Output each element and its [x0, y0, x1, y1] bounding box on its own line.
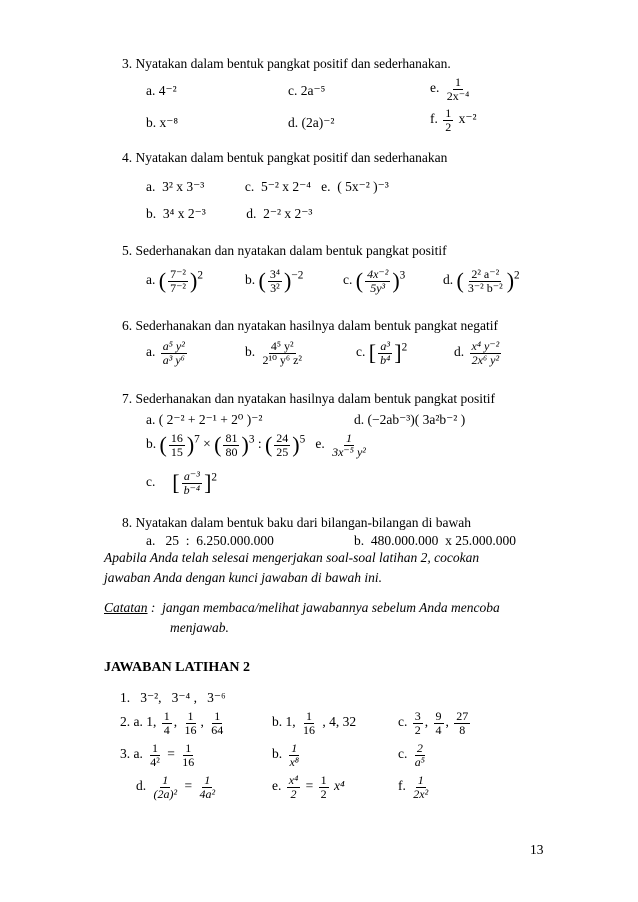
q6-d-fraction	[470, 340, 502, 366]
q7-b1-paren-open: (	[159, 432, 167, 458]
q3-a: a. 4⁻²	[146, 83, 177, 98]
answer-3c-pre: c.	[398, 746, 408, 762]
answer-3e	[272, 774, 345, 800]
answer-3d-frac2-num: 1	[204, 773, 211, 787]
q7-b3-exp: 5	[299, 433, 306, 446]
answer-3c-frac	[413, 742, 427, 768]
q5-c-paren-open: (	[355, 268, 364, 294]
q5-a-fraction	[168, 268, 188, 294]
answer-2b-frac-den: 16	[303, 722, 315, 737]
answer-3a-frac2-den: 16	[182, 754, 195, 769]
q7-b-times: ×	[203, 436, 211, 452]
q5-c-exp: 3	[399, 269, 406, 282]
answer-3a-frac1-num: 1	[152, 741, 159, 755]
page-number: 13	[530, 842, 544, 857]
q5-b-fraction	[268, 268, 282, 294]
q3-f	[430, 107, 477, 133]
answer-3c	[398, 742, 429, 768]
q5-a-label: a.	[146, 272, 156, 288]
q7-e-fraction	[330, 432, 368, 458]
q7-e-den: 3x⁻⁵ y²	[332, 444, 366, 459]
answer-2b-frac-num: 1	[306, 709, 312, 723]
q5-d	[443, 268, 520, 294]
answer-3e-post: x⁴	[334, 778, 345, 794]
q7-b2-den: 80	[225, 444, 238, 459]
q3-e-den: 2x⁻⁴	[446, 88, 470, 103]
q7-b3-num: 24	[276, 431, 289, 445]
q5-c-fraction	[365, 268, 390, 294]
answer-3c-frac-num: 2	[416, 741, 423, 755]
q7-b-label: b.	[146, 436, 157, 452]
q4-row1: a. 3² x 3⁻³ c. 5⁻² x 2⁻⁴ e. ( 5x⁻² )⁻³	[146, 179, 389, 194]
answer-2c-frac3-num: 27	[456, 709, 469, 723]
q6-b-label: b.	[245, 344, 256, 360]
q7-b1-den: 15	[170, 444, 183, 459]
q3-title: 3. Nyatakan dalam bentuk pangkat positif dan sederhanakan.	[122, 56, 451, 71]
q7-e-label: e.	[315, 436, 325, 452]
answer-2a-frac1-den: 4	[163, 722, 170, 737]
answer-3d-pre: d.	[136, 778, 147, 794]
q5-a	[146, 268, 203, 294]
q5-b	[245, 268, 303, 294]
answer-2a-pre: 2. a. 1,	[120, 714, 157, 730]
answer-2a	[120, 710, 227, 736]
answer-2c-frac1	[413, 710, 423, 736]
catatan-line-1	[104, 600, 500, 616]
answer-2c-frac1-num: 3	[414, 709, 421, 723]
answer-2a-comma-2: ,	[200, 714, 204, 730]
answer-3e-pre: e.	[272, 778, 282, 794]
q8-title: 8. Nyatakan dalam bentuk baku dari bilangan-bilangan di bawah	[122, 515, 472, 530]
answer-2c	[398, 710, 472, 736]
q7-b2-num: 81	[225, 431, 238, 445]
q5-a-num: 7⁻²	[170, 267, 187, 281]
q3-e	[430, 76, 473, 102]
answer-3a-pre: 3. a.	[120, 746, 143, 762]
q6-c-den: b⁴	[380, 352, 391, 367]
answer-2a-frac3-den: 64	[211, 722, 224, 737]
answer-2c-frac2-den: 4	[435, 722, 442, 737]
answer-2a-frac3	[209, 710, 225, 736]
q7-b2-paren-open: (	[214, 432, 222, 458]
q6-c-num: a³	[380, 339, 390, 353]
q7-c	[146, 470, 217, 496]
q3-e-fraction	[445, 76, 472, 102]
answer-2c-pre: c.	[398, 714, 408, 730]
q5-d-paren-open: (	[456, 268, 464, 294]
answer-3b-frac-den: x⁸	[289, 754, 299, 769]
answer-3d-frac1	[152, 774, 180, 800]
answer-3f	[398, 774, 432, 800]
q6-c-bracket-close: ]	[394, 340, 402, 366]
note-line-1: Apabila Anda telah selesai mengerjakan soal-soal latihan 2, cocokan	[104, 550, 480, 565]
q5-d-paren-close: )	[506, 268, 515, 294]
catatan-label: Catatan	[104, 600, 148, 615]
q3-d: d. (2a)⁻²	[288, 115, 335, 130]
answer-3a-frac2	[180, 742, 196, 768]
answer-3e-frac2	[319, 774, 329, 800]
answer-2a-frac1	[162, 710, 172, 736]
answer-2a-frac2-num: 1	[187, 709, 194, 723]
q3-e-label: e.	[430, 80, 440, 96]
q7-b3-paren-close: )	[292, 432, 300, 458]
answer-3d-equals: =	[184, 778, 193, 794]
answer-3b	[272, 742, 303, 768]
q7-c-bracket-open: [	[172, 470, 180, 496]
q5-c-den: 5y³	[370, 280, 386, 295]
answer-2a-frac3-num: 1	[214, 709, 221, 723]
answer-3f-frac	[411, 774, 430, 800]
q5-title: 5. Sederhanakan dan nyatakan dalam bentuk pangkat positif	[122, 243, 447, 258]
q5-b-label: b.	[245, 272, 256, 288]
q5-b-paren-open: (	[258, 268, 266, 294]
answer-3a-equals: =	[167, 746, 175, 762]
q5-a-paren-close: )	[190, 268, 198, 294]
answer-3b-frac-num: 1	[291, 741, 298, 755]
q7-title: 7. Sederhanakan dan nyatakan hasilnya dalam bentuk pangkat positif	[122, 391, 496, 406]
q5-c	[343, 268, 405, 294]
answer-3f-frac-num: 1	[417, 773, 424, 787]
answer-2a-comma-1: ,	[173, 714, 178, 730]
q3-f-den: 2	[445, 119, 452, 134]
answer-2c-frac1-den: 2	[414, 722, 421, 737]
answer-3d-frac1-den: (2a)²	[153, 786, 178, 801]
answer-3d	[136, 774, 219, 800]
answer-2c-frac3-den: 8	[459, 722, 466, 737]
q6-b-den: 2¹⁰ y⁶ z²	[262, 352, 303, 367]
q3-b: b. x⁻⁸	[146, 115, 179, 130]
answer-2b-pre: b. 1,	[272, 714, 296, 730]
q5-a-den: 7⁻²	[170, 280, 187, 295]
q7-c-num: a⁻³	[183, 469, 200, 483]
q6-a-label: a.	[146, 344, 156, 360]
q6-a-num: a⁵ y²	[162, 339, 185, 353]
answers-heading: JAWABAN LATIHAN 2	[104, 660, 250, 675]
answer-2b-post: , 4, 32	[322, 714, 357, 730]
q3-e-num: 1	[455, 75, 462, 89]
q4-row2: b. 3⁴ x 2⁻³ d. 2⁻² x 2⁻³	[146, 206, 313, 221]
q5-d-num: 2² a⁻²	[471, 267, 500, 281]
answer-3d-frac1-num: 1	[162, 773, 169, 787]
q7-d: d. (−2ab⁻³)( 3a²b⁻² )	[354, 412, 466, 427]
answer-3e-frac1	[287, 774, 301, 800]
catatan-line-2: menjawab.	[170, 620, 229, 635]
q7-b1-num: 16	[170, 431, 183, 445]
q5-d-den: 3⁻² b⁻²	[467, 280, 503, 295]
q6-d-num: x⁴ y⁻²	[471, 339, 500, 353]
answer-3c-frac-den: a⁵	[414, 754, 425, 769]
q5-d-exp: 2	[514, 269, 520, 282]
answer-3f-pre: f.	[398, 778, 406, 794]
q6-d-den: 2x⁶ y²	[471, 352, 500, 367]
q8-a: a. 25 : 6.250.000.000	[146, 533, 274, 548]
answer-3e-frac2-num: 1	[320, 773, 327, 787]
answer-2b-frac	[301, 710, 317, 736]
q5-b-exp: −2	[291, 269, 304, 282]
answer-2c-frac2	[434, 710, 444, 736]
q3-f-tail: x⁻²	[458, 111, 477, 127]
answer-3b-frac	[288, 742, 302, 768]
answer-3a-frac2-num: 1	[185, 741, 192, 755]
q3-f-num: 1	[445, 106, 452, 120]
q7-b2-paren-close: )	[241, 432, 249, 458]
q7-b2-fraction	[223, 432, 239, 458]
answer-3d-frac2	[197, 774, 217, 800]
q5-b-num: 3⁴	[269, 267, 281, 281]
answer-2a-frac2-den: 16	[184, 722, 197, 737]
q7-e-num: 1	[345, 431, 352, 445]
q4-title: 4. Nyatakan dalam bentuk pangkat positif dan sederhanakan	[122, 150, 448, 165]
q5-a-exp: 2	[197, 269, 203, 282]
answer-line-1: 1. 3⁻², 3⁻⁴ , 3⁻⁶	[120, 690, 226, 705]
q7-b1-fraction	[169, 432, 185, 458]
note-line-2: jawaban Anda dengan kunci jawaban di bawah ini.	[104, 570, 382, 585]
q7-b2-exp: 3	[248, 433, 255, 446]
answer-2c-frac2-num: 9	[435, 709, 442, 723]
q6-title: 6. Sederhanakan dan nyatakan hasilnya dalam bentuk pangkat negatif	[122, 318, 498, 333]
q7-c-label: c.	[146, 474, 156, 490]
q6-b-num: 4⁵ y²	[270, 339, 294, 353]
q7-c-bracket-close: ]	[204, 470, 212, 496]
q8-b: b. 480.000.000 x 25.000.000	[354, 533, 516, 548]
catatan-text-1: : jangan membaca/melihat jawabannya sebelum Anda mencoba	[147, 600, 500, 615]
answer-3f-frac-den: 2x²	[413, 786, 429, 801]
q3-f-fraction	[443, 107, 453, 133]
answer-3a-frac1-den: 4²	[150, 754, 160, 769]
q7-c-den: b⁻⁴	[183, 482, 201, 497]
q5-d-label: d.	[443, 272, 454, 288]
q5-c-num: 4x⁻²	[367, 267, 389, 281]
q5-c-label: c.	[343, 272, 353, 288]
answer-2a-frac2	[183, 710, 199, 736]
q3-f-label: f.	[430, 111, 438, 127]
q5-c-paren-close: )	[392, 268, 400, 294]
q6-c-exp: 2	[401, 341, 408, 354]
q5-b-den: 3²	[270, 280, 280, 295]
q6-a	[146, 340, 189, 366]
q6-a-fraction	[161, 340, 187, 366]
q6-c-fraction	[378, 340, 392, 366]
answer-2b	[272, 710, 356, 736]
q5-b-paren-close: )	[284, 268, 292, 294]
answer-2c-comma-2: ,	[445, 714, 449, 730]
q7-b-div: :	[257, 436, 262, 452]
q6-d-label: d.	[454, 344, 465, 360]
answer-3e-frac1-num: x⁴	[288, 773, 299, 787]
q6-a-den: a³ y⁶	[162, 352, 185, 367]
answer-2c-comma-1: ,	[424, 714, 429, 730]
q7-b3-fraction	[274, 432, 290, 458]
answer-3e-frac1-den: 2	[290, 786, 297, 801]
q3-c: c. 2a⁻⁵	[288, 83, 326, 98]
q6-c	[356, 340, 407, 366]
q5-a-paren-open: (	[158, 268, 167, 294]
answer-2a-frac1-num: 1	[163, 709, 170, 723]
q6-d	[454, 340, 503, 366]
q6-b	[245, 340, 306, 366]
q7-b	[146, 432, 370, 458]
answer-3b-pre: b.	[272, 746, 283, 762]
answer-3d-frac2-den: 4a²	[199, 786, 216, 801]
q6-c-label: c.	[356, 344, 366, 360]
answer-3e-equals: =	[305, 778, 314, 794]
q7-c-fraction	[182, 470, 203, 496]
q6-c-bracket-open: [	[368, 340, 377, 366]
answer-2c-frac3	[454, 710, 470, 736]
q6-b-fraction	[261, 340, 305, 366]
answer-3a	[120, 742, 198, 768]
q5-d-fraction	[466, 268, 505, 294]
q7-c-exp: 2	[211, 471, 218, 484]
q7-a: a. ( 2⁻² + 2⁻¹ + 2⁰ )⁻²	[146, 412, 263, 427]
q7-b1-exp: 7	[194, 433, 200, 446]
q7-b3-den: 25	[276, 444, 289, 459]
q7-b3-paren-open: (	[264, 432, 273, 458]
q7-b1-paren-close: )	[186, 432, 195, 458]
answer-3e-frac2-den: 2	[320, 786, 327, 801]
answer-3a-frac1	[148, 742, 162, 768]
